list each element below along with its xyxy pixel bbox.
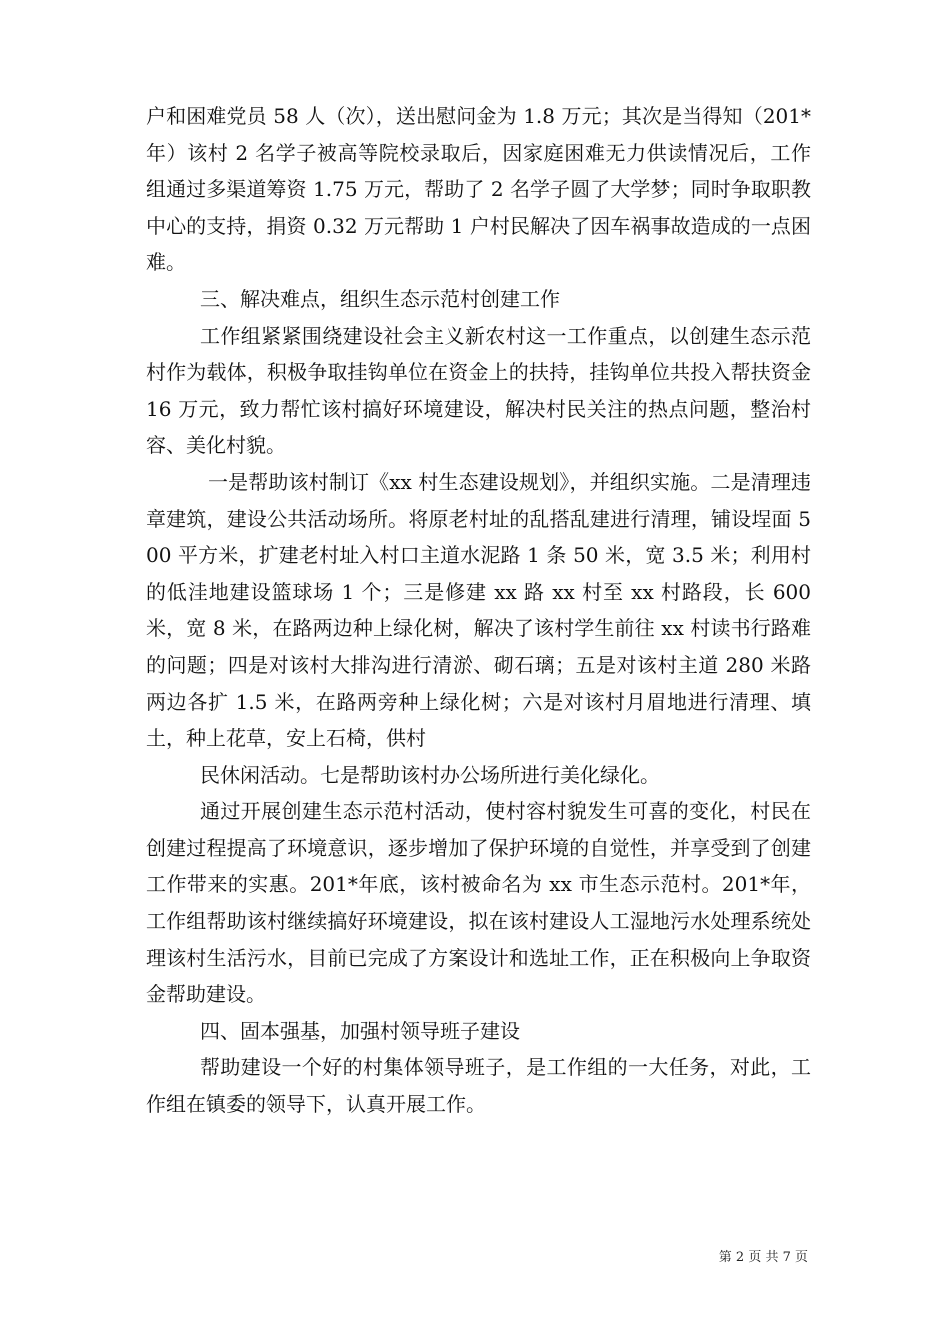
paragraph-ecological-village: 工作组紧紧围绕建设社会主义新农村这一工作重点，以创建生态示范村作为载体，积极争取挂钩单位在资金上的扶持，挂钩单位共投入帮扶资金 16 万元，致力帮忙该村搞好环境建设，解决村民关注的热点问题，整治村容、美化村貌。 xyxy=(146,323,811,458)
paragraph-construction-items: 一是帮助该村制订《xx 村生态建设规划》，并组织实施。二是清理违章建筑，建设公共活动场所。将原老村址的乱搭乱建进行清理，铺设埕面 500 平方米，扩建老村址入村口主道水泥路 1 条 50 米，宽 3.5 米；利用村的低洼地建设篮球场 1 个；三是修建 xx 路 xx 村至 xx 村路段，长 600 米，宽 8 米，在路两边种上绿化树，解决了该村学生前往 xx 村读书行路难的问题；四是对该村大排沟进行清淤、砌石璃；五是对该村主道 280 米路两边各扩 1.5 米，在路两旁种上绿化树；六是对该村月眉地进行清理、填土，种上花草，安上石椅，供村 xyxy=(146,469,811,751)
paragraph-relief-funds: 户和困难党员 58 人（次），送出慰问金为 1.8 万元；其次是当得知（201*年）该村 2 名学子被高等院校录取后，因家庭困难无力供读情况后，工作组通过多渠道筹资 1.75 万元，帮助了 2 名学子圆了大学梦；同时争取职教中心的支持，捐资 0.32 万元帮助 1 户村民解决了因车祸事故造成的一点困难。 xyxy=(146,104,811,275)
paragraph-leisure-activities: 民休闲活动。七是帮助该村办公场所进行美化绿化。 xyxy=(200,762,660,787)
section-heading-three: 三、解决难点，组织生态示范村创建工作 xyxy=(200,286,560,311)
section-heading-four: 四、固本强基，加强村领导班子建设 xyxy=(200,1018,520,1043)
page-number-footer: 第 2 页 共 7 页 xyxy=(718,1250,808,1265)
document-body xyxy=(146,98,811,1123)
paragraph-leadership: 帮助建设一个好的村集体领导班子，是工作组的一大任务，对此，工作组在镇委的领导下，认真开展工作。 xyxy=(146,1055,811,1117)
paragraph-results: 通过开展创建生态示范村活动，使村容村貌发生可喜的变化，村民在创建过程提高了环境意识，逐步增加了保护环境的自觉性，并享受到了创建工作带来的实惠。201*年底，该村被命名为 xx 市生态示范村。201*年，工作组帮助该村继续搞好环境建设，拟在该村建设人工湿地污水处理系统处理该村生活污水，目前已完成了方案设计和选址工作，正在积极向上争取资金帮助建设。 xyxy=(146,799,811,1007)
